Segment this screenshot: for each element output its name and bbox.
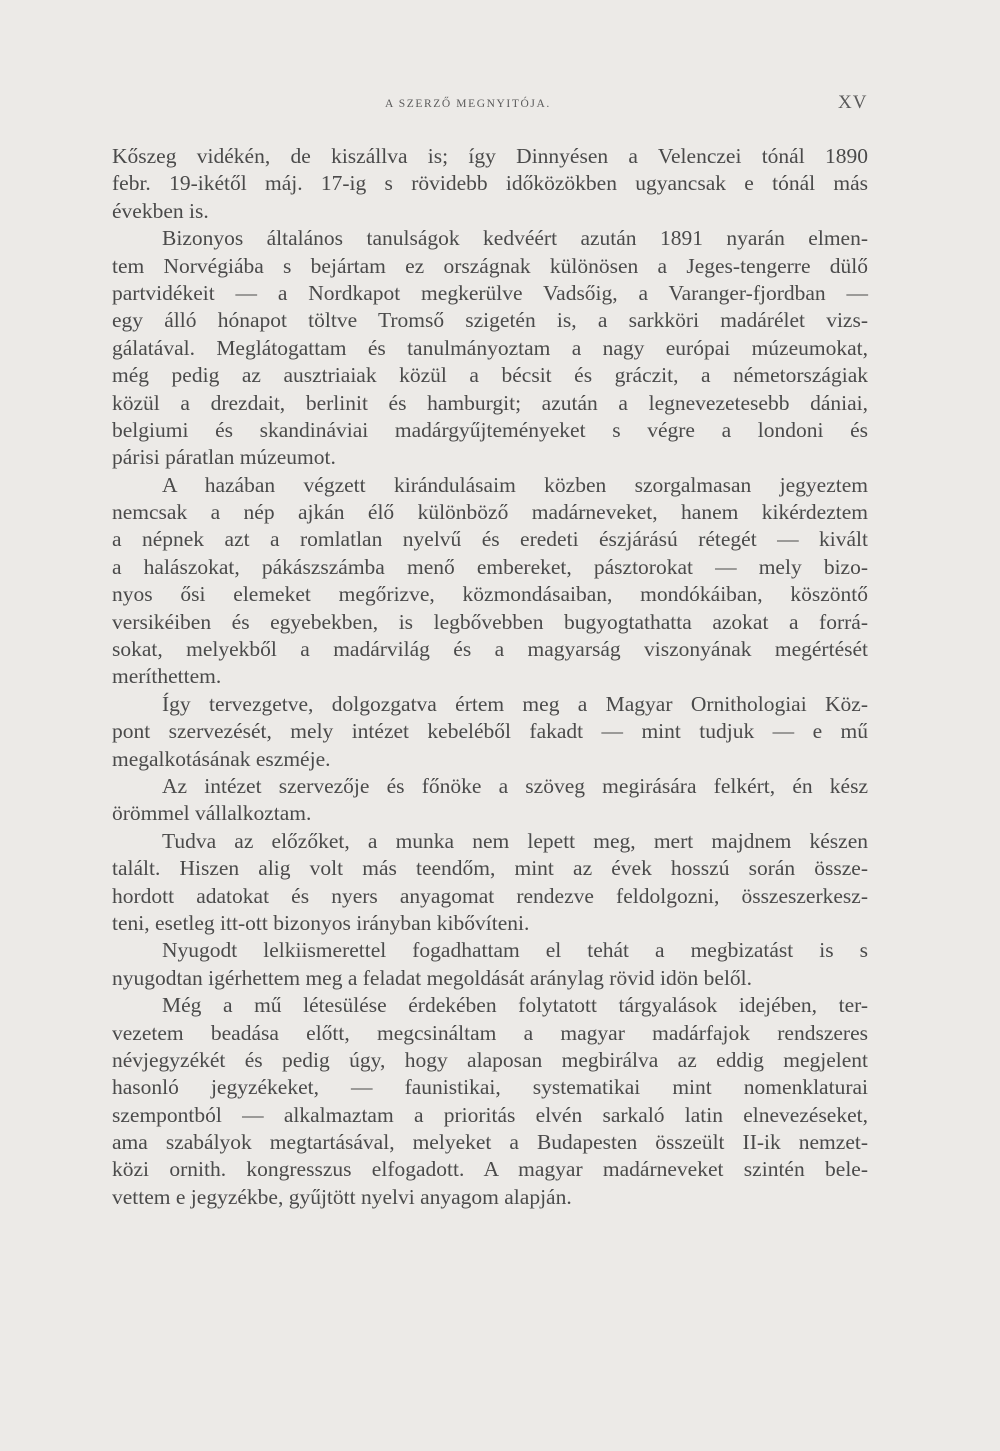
running-head: A SZERZŐ MEGNYITÓJA. xyxy=(385,98,551,110)
paragraph xyxy=(112,472,868,691)
paragraph xyxy=(112,225,868,472)
paragraph xyxy=(112,691,868,773)
body-text xyxy=(112,143,868,1211)
text-line: versikéiben és egyebekben, is legbővebben bugyogtathatta azokat a forrá- xyxy=(112,609,868,634)
text-line: Még a mű létesülése érdekében folytatott tárgyalások idejében, ter- xyxy=(162,993,868,1018)
text-line: teni, esetleg itt-ott bizonyos irányban kibővíteni. xyxy=(112,910,530,935)
text-line: hordott adatokat és nyers anyagomat rendezve feldolgozni, összeszerkesz- xyxy=(112,883,868,908)
text-line: Az intézet szervezője és főnöke a szöveg megirására felkért, én kész xyxy=(162,773,868,798)
text-line: nyos ősi elemeket megőrizve, közmondásaiban, mondókáiban, köszöntő xyxy=(112,582,868,607)
text-line: megalkotásának eszméje. xyxy=(112,746,331,771)
text-line: a halászokat, pákászszámba menő embereket, pásztorokat — mely bizo- xyxy=(112,554,868,579)
text-line: Így tervezgetve, dolgozgatva értem meg a Magyar Ornithologiai Köz- xyxy=(162,691,868,716)
text-line: talált. Hiszen alig volt más teendőm, mint az évek hosszú során össze- xyxy=(112,856,868,881)
text-line: nemcsak a nép ajkán élő különböző madárneveket, hanem kikérdeztem xyxy=(112,500,868,525)
text-line: febr. 19-ikétől máj. 17-ig s rövidebb időközökben ugyancsak e tónál más xyxy=(112,171,868,196)
text-line: években is. xyxy=(112,198,209,223)
text-line: belgiumi és skandináviai madárgyűjteményeket s végre a londoni és xyxy=(112,417,868,442)
text-line: hasonló jegyzékeket, — faunistikai, systematikai mint nomenklaturai xyxy=(112,1075,868,1100)
paragraph xyxy=(112,773,868,828)
paragraph xyxy=(112,143,868,225)
text-line: tem Norvégiába s bejártam ez országnak különösen a Jeges-tengerre dülő xyxy=(112,253,868,278)
text-line: közül a drezdait, berlinit és hamburgit; azután a legnevezetesebb dániai, xyxy=(112,390,868,415)
text-line: gálatával. Meglátogattam és tanulmányoztam a nagy európai múzeumokat, xyxy=(112,335,868,360)
text-line: Nyugodt lelkiismerettel fogadhattam el tehát a megbizatást is s xyxy=(162,938,868,963)
text-line: partvidékeit — a Nordkapot megkerülve Vadsőig, a Varanger-fjordban — xyxy=(112,280,868,305)
text-line: névjegyzékét és pedig úgy, hogy alaposan megbirálva az eddig megjelent xyxy=(112,1047,868,1072)
text-line: Tudva az előzőket, a munka nem lepett meg, mert majdnem készen xyxy=(162,828,868,853)
text-line: A hazában végzett kirándulásaim közben szorgalmasan jegyeztem xyxy=(162,472,868,497)
text-line: sokat, melyekből a madárvilág és a magyarság viszonyának megértését xyxy=(112,637,868,662)
text-line: vettem e jegyzékbe, gyűjtött nyelvi anyagom alapján. xyxy=(112,1184,572,1209)
text-line: közi ornith. kongresszus elfogadott. A magyar madárneveket szintén bele- xyxy=(112,1157,868,1182)
text-line: egy álló hónapot töltve Tromső szigetén is, a sarkköri madárélet vizs- xyxy=(112,308,868,333)
paragraph xyxy=(112,828,868,938)
text-line: még pedig az ausztriaiak közül a bécsit és gráczit, a németországiak xyxy=(112,363,868,388)
text-line: Bizonyos általános tanulságok kedvéért azután 1891 nyarán elmen- xyxy=(162,226,868,251)
text-line: a népnek azt a romlatlan nyelvű és eredeti észjárású rétegét — kivált xyxy=(112,527,868,552)
text-line: örömmel vállalkoztam. xyxy=(112,801,312,826)
text-line: ama szabályok megtartásával, melyeket a Budapesten összeült II-ik nemzet- xyxy=(112,1130,868,1155)
paragraph xyxy=(112,937,868,992)
text-line: szempontból — alkalmaztam a prioritás elvén sarkaló latin elnevezéseket, xyxy=(112,1102,868,1127)
paragraph xyxy=(112,992,868,1211)
page-number: XV xyxy=(838,92,868,113)
text-line: meríthettem. xyxy=(112,664,222,689)
text-line: pont szervezését, mely intézet kebeléből fakadt — mint tudjuk — e mű xyxy=(112,719,868,744)
text-line: vezetem beadása előtt, megcsináltam a magyar madárfajok rendszeres xyxy=(112,1020,868,1045)
text-line: Kőszeg vidékén, de kiszállva is; így Dinnyésen a Velenczei tónál 1890 xyxy=(112,144,868,168)
text-line: párisi páratlan múzeumot. xyxy=(112,445,336,470)
text-line: nyugodtan igérhettem meg a feladat megoldását aránylag rövid idön belől. xyxy=(112,965,753,990)
